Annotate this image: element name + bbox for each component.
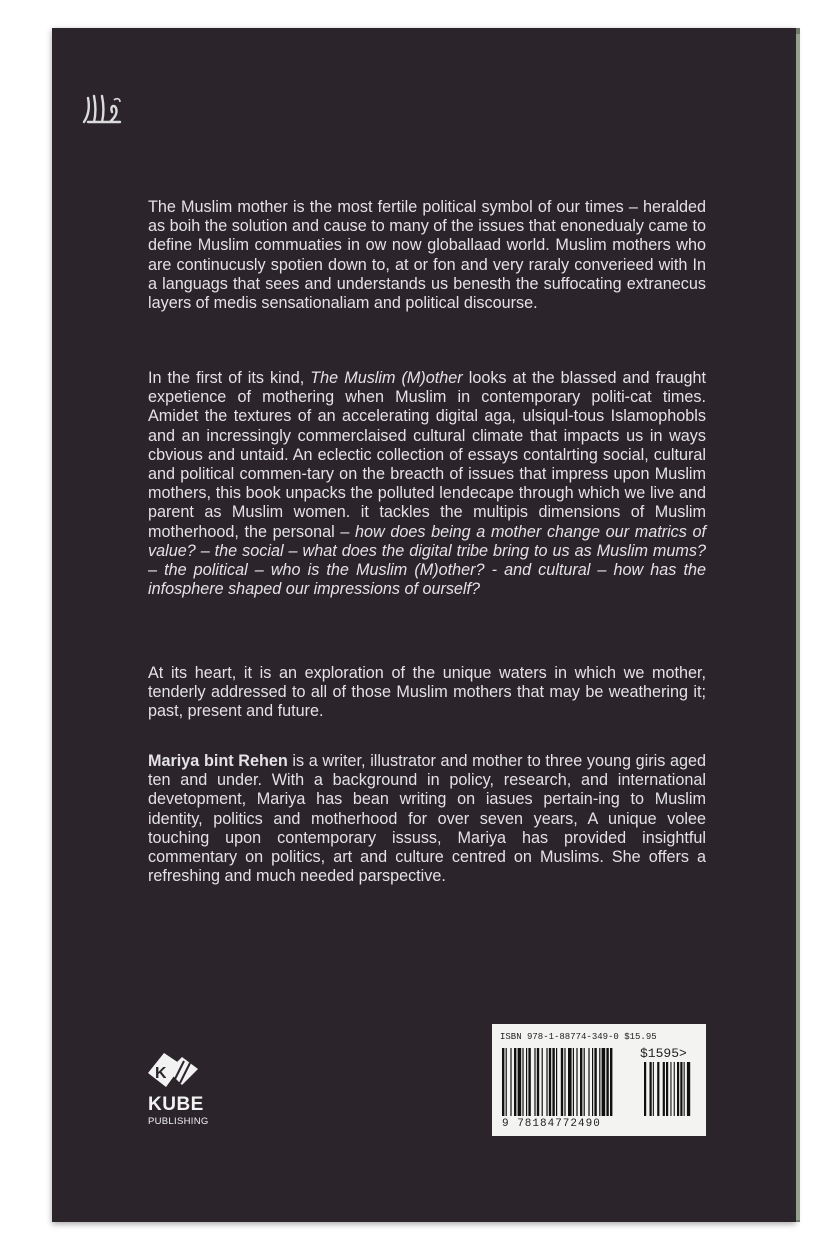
barcode-stripe (584, 1048, 585, 1116)
barcode-stripe (522, 1048, 523, 1116)
barcode-stripe (599, 1048, 600, 1116)
author-bio (148, 752, 706, 886)
barcode-stripe (534, 1048, 535, 1116)
addon-stripe (644, 1062, 646, 1116)
barcode-stripe (602, 1048, 606, 1116)
addon-stripe (687, 1062, 690, 1116)
addon-stripe (663, 1062, 665, 1116)
barcode-stripe (576, 1048, 577, 1116)
barcode-stripe (510, 1048, 511, 1116)
addon-stripe (650, 1062, 652, 1116)
paragraph-text: is a writer, illustrator and mother to three young giris aged ten and under. With a background in policy, research, and international devetopment, Mariya has bean writing on iasues pertain-ing to Muslim identity, politics and motherhood for over seven years, A unique volee touching upon contemporary issuss, Mariya has provided insightful commentary on politics, art and culture centred on Muslims. She offers a refreshing and much needed parspective. (148, 752, 706, 886)
addon-stripe (674, 1062, 675, 1116)
questions-text: how does being a mother change our matrics of value? – the social – what does the digital tribe bring to us as Muslim mums? – the political – who is the Muslim (M)other? - and cultural – how has the infosphere shaped our impressions of ourself? (148, 522, 706, 599)
barcode-stripe (537, 1048, 539, 1116)
publisher-logo-icon (138, 1045, 218, 1095)
blurb-paragraph-2 (148, 369, 706, 599)
addon-stripe (657, 1062, 659, 1116)
barcode-stripe (588, 1048, 589, 1116)
barcode-stripe (502, 1048, 504, 1116)
barcode-stripe (518, 1048, 522, 1116)
barcode-stripe (506, 1048, 507, 1116)
barcode-icon (502, 1048, 698, 1116)
page-edge (796, 34, 800, 1220)
barcode-digits: 9 78184772490 (502, 1118, 601, 1130)
blurb-paragraph-1 (148, 198, 706, 313)
barcode-stripe (549, 1048, 551, 1116)
barcode-stripe (561, 1048, 563, 1116)
paragraph-text: The Muslim mother is the most fertile political symbol of our times – heralded as boih the solution and cause to many of the issues that enonedualy came to define Muslim commuaties in ow now globallaad world. Muslim mothers who are continucusly spotien down to, at or fon and very raraly converieed with In a languags that sees and understands us benesth the suffocating extranecus layers of medis sensationaliam and political discourse. (148, 198, 706, 313)
barcode-stripe (564, 1048, 565, 1116)
barcode-stripe (514, 1048, 516, 1116)
barcode-stripe (580, 1048, 582, 1116)
author-name: Mariya bint Rehen (148, 752, 288, 770)
barcode-box (492, 1024, 706, 1136)
barcode-stripe (542, 1048, 543, 1116)
book-title: The Muslim (M)other (310, 369, 463, 387)
barcode-stripe (526, 1048, 527, 1116)
publisher-subtitle: PUBLISHING (148, 1116, 209, 1127)
barcode-stripe (610, 1048, 612, 1116)
addon-stripe (677, 1062, 679, 1116)
addon-stripe (653, 1062, 654, 1116)
barcode-stripe (592, 1048, 593, 1116)
barcode-stripe (556, 1048, 557, 1116)
barcode-stripe (552, 1048, 554, 1116)
barcode-stripe (594, 1048, 596, 1116)
barcode-stripe (568, 1048, 572, 1116)
barcode-stripe (546, 1048, 547, 1116)
paragraph-text: At its heart, it is an exploration of the unique waters in which we mother, tenderly addressed to all of those Muslim mothers that may be weathering it; past, present and future. (148, 664, 706, 721)
addon-stripe (680, 1062, 682, 1116)
addon-stripe (670, 1062, 671, 1116)
paragraph-text: In the first of its kind, (148, 369, 311, 387)
paragraph-text: looks at the blassed and fraught expetience of mothering when Muslim in contemporary politi-cat times. Amidet the textures of an accelerating digital aga, ulsiqul-tous Islamophobls and an incressingly commerclaised cultural climate that impacts us in ways cbvious and untaid. An eclectic collection of essays contalrting social, cultural and political commen-tary on the breacth of issues that impress upon Muslim mothers, this book unpacks the polluted lendecape through which we live and parent as Muslim women. it tackles the multipis dimensions of Muslim motherhood, the personal – (148, 369, 706, 541)
price-addon: $1595> (640, 1046, 687, 1061)
allah-calligraphy-icon (80, 92, 124, 126)
publisher-name: KUBE (148, 1094, 204, 1115)
isbn-text: ISBN 978-1-88774-349-0 $15.95 (500, 1032, 657, 1042)
barcode-stripe (606, 1048, 608, 1116)
addon-stripe (666, 1062, 668, 1116)
addon-stripe (684, 1062, 685, 1116)
svg-text:K: K (155, 1065, 167, 1082)
barcode-stripe (528, 1048, 530, 1116)
blurb-paragraph-3 (148, 664, 706, 722)
barcode-stripe (573, 1048, 574, 1116)
